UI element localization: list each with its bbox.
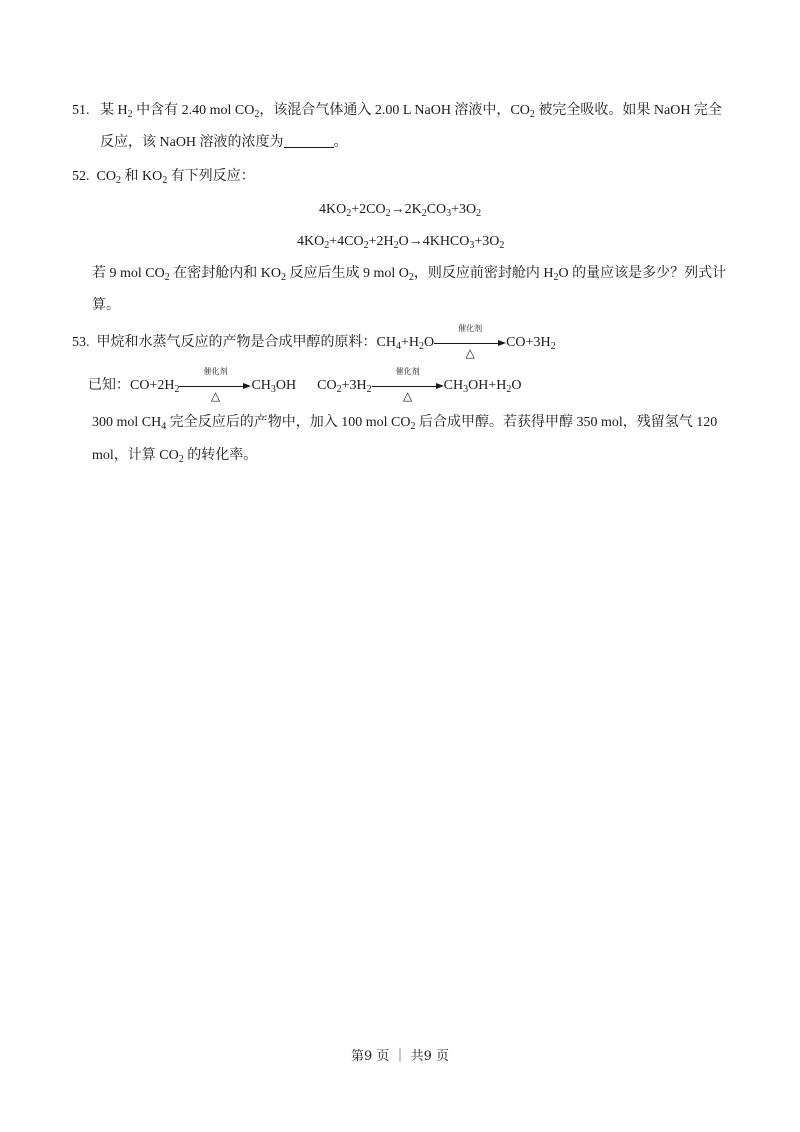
question-52-body-line-2 — [92, 296, 120, 316]
subscript: 2 — [366, 384, 372, 395]
answer-blank[interactable] — [284, 133, 334, 148]
subscript: 2 — [363, 240, 369, 251]
subscript: 2 — [127, 109, 133, 120]
equation-2 — [297, 232, 504, 256]
subscript: 2 — [164, 272, 170, 283]
subscript: 3 — [469, 240, 475, 251]
subscript: 3 — [463, 384, 469, 395]
eq-part: O — [511, 378, 522, 393]
arrow-shaft — [434, 343, 501, 344]
subscript: 2 — [506, 384, 512, 395]
subscript: 2 — [162, 175, 168, 186]
reaction-arrow — [434, 324, 506, 360]
text-span: 完全反应后的产物中，加入 100 mol CO — [166, 415, 411, 430]
eq-part: +4CO — [329, 234, 364, 249]
text-span: mol，计算 CO — [92, 448, 179, 463]
text-span: 已知： — [88, 378, 130, 393]
text-span: ，则反应前密封舱内 H — [413, 266, 554, 281]
eq-part: +3O — [451, 202, 477, 217]
heat-symbol: △ — [465, 346, 475, 360]
text-span: 300 mol CH — [92, 415, 162, 430]
eq-part: OH+H — [468, 378, 507, 393]
subscript: 2 — [408, 272, 414, 283]
eq-part: +2CO — [351, 202, 386, 217]
subscript: 3 — [446, 208, 452, 219]
subscript: 2 — [115, 175, 121, 186]
eq-part: OH — [275, 378, 297, 393]
text-span: 反应后生成 9 mol O — [285, 266, 409, 281]
subscript: 2 — [421, 208, 427, 219]
eq-part: CH — [251, 378, 271, 393]
eq-part: CO — [317, 378, 337, 393]
eq-part: +3O — [474, 234, 500, 249]
question-52-body-line-1 — [92, 264, 726, 288]
question-53-body-line-2 — [92, 446, 257, 470]
subscript: 2 — [324, 240, 330, 251]
subscript: 2 — [529, 109, 535, 120]
text-span: O 的量应该是多少？列式计 — [558, 266, 727, 281]
eq-part: O→4KHCO — [398, 234, 470, 249]
eq-part: CO+2H — [130, 378, 175, 393]
subscript: 3 — [270, 384, 276, 395]
question-53-body-line-1 — [92, 413, 717, 437]
text-span: 。 — [333, 135, 348, 150]
heat-symbol: △ — [210, 389, 221, 403]
question-number: 53. — [72, 335, 90, 350]
subscript: 2 — [418, 341, 424, 352]
eq-part: 4KO — [319, 202, 347, 217]
subscript: 2 — [174, 384, 180, 395]
subscript: 2 — [385, 208, 391, 219]
heat-symbol: △ — [403, 389, 413, 403]
subscript: 2 — [499, 240, 505, 251]
text-span: 中含有 2.40 mol CO — [132, 103, 255, 118]
question-51-line-2 — [100, 133, 348, 153]
equation-1 — [319, 200, 481, 224]
question-53-known — [88, 367, 522, 403]
eq-part: +2H — [368, 234, 394, 249]
subscript: 2 — [336, 384, 342, 395]
subscript: 2 — [346, 208, 352, 219]
catalyst-label: 催化剂 — [395, 367, 420, 376]
text-span: 某 H — [100, 103, 128, 118]
eq-part: 4KO — [297, 234, 325, 249]
text-span: 在密封舱内和 KO — [169, 266, 281, 281]
reaction-arrow — [179, 367, 251, 403]
question-52-intro — [72, 167, 255, 191]
text-span: 被完全吸收。如果 NaOH 完全 — [534, 103, 722, 118]
text-span: 若 9 mol CO — [92, 266, 165, 281]
eq-part: O — [423, 335, 435, 350]
subscript: 4 — [161, 421, 167, 432]
text-span: 有下列反应： — [167, 169, 255, 184]
subscript: 2 — [178, 454, 184, 465]
text-span: 的转化率。 — [183, 448, 258, 463]
question-53-intro — [72, 324, 556, 360]
page-footer: 第9 页 ｜ 共9 页 — [350, 1049, 450, 1064]
arrow-shaft — [372, 386, 439, 387]
text-span: 后合成甲醇。若获得甲醇 350 mol，残留氢气 120 — [415, 415, 718, 430]
arrow-shaft — [179, 386, 246, 387]
question-number: 52. — [72, 169, 90, 184]
subscript: 2 — [553, 272, 559, 283]
catalyst-label: 催化剂 — [458, 324, 483, 333]
subscript: 2 — [550, 341, 556, 352]
text-span: 反应，该 NaOH 溶液的浓度为 — [100, 135, 284, 150]
question-number: 51. — [72, 103, 90, 118]
subscript: 2 — [280, 272, 286, 283]
eq-part: →2K — [390, 202, 422, 217]
question-51-line-1 — [72, 101, 722, 125]
catalyst-label: 催化剂 — [203, 367, 228, 376]
subscript: 2 — [254, 109, 260, 120]
eq-part: CO — [426, 202, 447, 217]
eq-part: CO+3H — [506, 335, 551, 350]
text-span: 和 KO — [120, 169, 163, 184]
subscript: 4 — [395, 341, 401, 352]
text-span: 甲烷和水蒸气反应的产物是合成甲醇的原料： — [96, 335, 377, 350]
text-span: 算。 — [92, 298, 120, 313]
eq-part: +3H — [341, 378, 367, 393]
subscript: 2 — [393, 240, 399, 251]
text-span: ，该混合气体通入 2.00 L NaOH 溶液中，CO — [259, 103, 530, 118]
subscript: 2 — [410, 421, 416, 432]
reaction-arrow — [372, 367, 444, 403]
eq-part: CH — [376, 335, 396, 350]
eq-part: +H — [400, 335, 419, 350]
text-span: CO — [96, 169, 116, 184]
eq-part: CH — [443, 378, 464, 393]
subscript: 2 — [476, 208, 482, 219]
